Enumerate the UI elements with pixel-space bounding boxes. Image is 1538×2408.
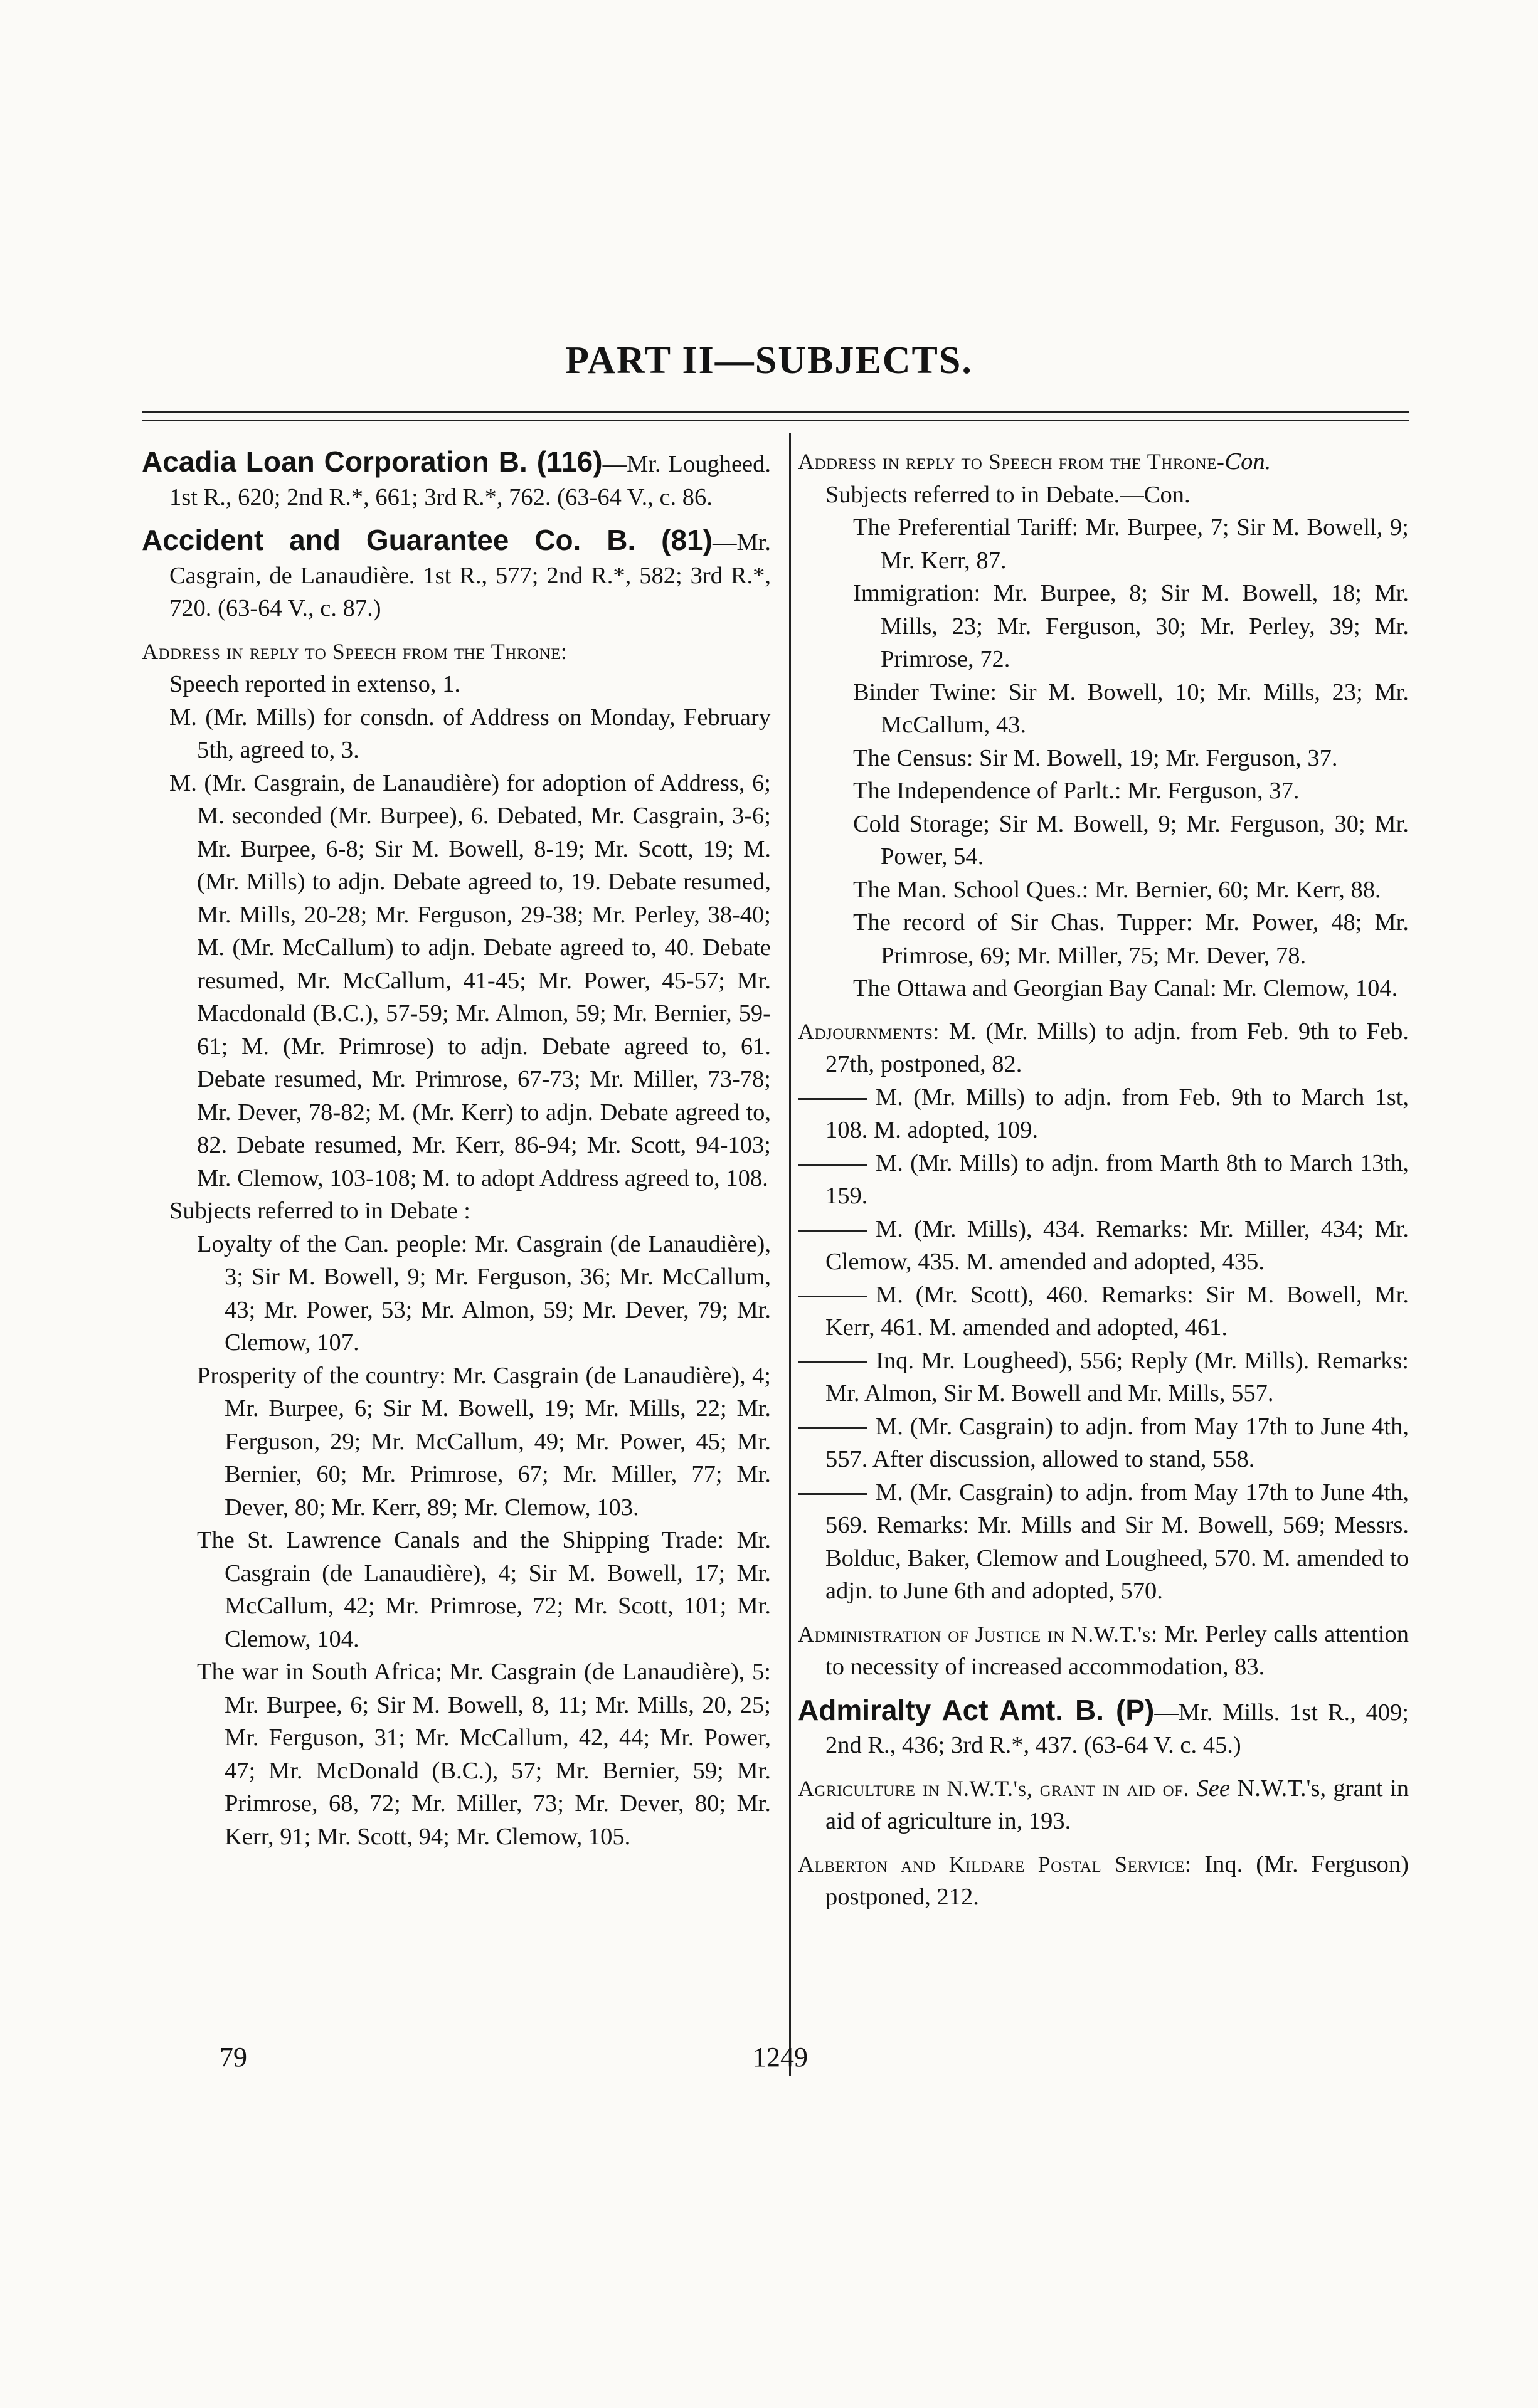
ditto-dash xyxy=(798,1361,867,1363)
continued-tag: Con. xyxy=(1224,448,1271,475)
entry-heading: Adjournments: xyxy=(798,1018,940,1044)
entry-paragraph: M. (Mr. Casgrain, de Lanaudière) for adoption of Address, 6; M. seconded (Mr. Burpee), 6. Debated, Mr. Casgrain, 3-6; Mr. Burpee, 6-8; Sir M. Bowell, 8-19; Mr. Scott, 19; M. (Mr. Mills) to adjn. Debate agreed to, 19. Debate resumed, Mr. Mills, 20-28; Mr. Ferguson, 29-38; Mr. Perley, 38-40; M. (Mr. McCallum) to adjn. Debate agreed to, 40. Debate resumed, Mr. McCallum, 41-45; Mr. Power, 45-57; Mr. Macdonald (B.C.), 57-59; Mr. Almon, 59; Mr. Bernier, 59-61; M. (Mr. Primrose) to adjn. Debate agreed to, 61. Debate resumed, Mr. Primrose, 67-73; Mr. Miller, 73-78; Mr. Dever, 78-82; M. (Mr. Kerr) to adjn. Debate agreed to, 82. Debate resumed, Mr. Kerr, 86-94; Mr. Scott, 94-103; Mr. Clemow, 103-108; M. to adopt Address agreed to, 108. xyxy=(169,769,771,1191)
heading-text: Address in reply to Speech from the Throne- xyxy=(798,449,1225,474)
entry-heading: Accident and Guarantee Co. B. (81) xyxy=(142,524,713,556)
entry-heading: Address in reply to Speech from the Throne: xyxy=(142,638,568,664)
dash-item xyxy=(798,1279,1409,1344)
dash-item-text: M. (Mr. Casgrain) to adjn. from May 17th to June 4th, 557. After discussion, allowed to stand, 558. xyxy=(825,1413,1409,1472)
right-column xyxy=(798,445,1409,1924)
entry-first-line xyxy=(798,1015,1409,1081)
header-rule xyxy=(142,411,1409,421)
subject-item: The Independence of Parlt.: Mr. Ferguson, 37. xyxy=(853,778,1300,804)
entry-heading: Admiralty Act Amt. B. (P) xyxy=(798,1693,1155,1726)
dash-item xyxy=(798,1410,1409,1476)
index-entry-alberton xyxy=(798,1848,1409,1914)
entry-heading: Alberton and Kildare Postal Service: xyxy=(798,1851,1192,1877)
entry-heading: Administration of Justice in N.W.T.'s: xyxy=(798,1621,1158,1647)
index-entry-acadia xyxy=(142,445,771,514)
entry-text: N.W.T.'s, grant in aid of agriculture in, 193. xyxy=(825,1775,1409,1834)
dash-item xyxy=(798,1147,1409,1213)
subject-item: The Census: Sir M. Bowell, 19; Mr. Ferguson, 37. xyxy=(853,744,1338,771)
entry-text: —Mr. Casgrain, de Lanaudière. 1st R., 577; 2nd R.*, 582; 3rd R.*, 720. (63-64 V., c. 87.) xyxy=(169,529,771,621)
ditto-dash xyxy=(798,1230,867,1232)
index-entry-address xyxy=(142,635,771,1854)
entry-heading xyxy=(798,445,1409,478)
entry-text: —Mr. Mills. 1st R., 409; 2nd R., 436; 3rd R.*, 437. (63-64 V. c. 45.) xyxy=(825,1699,1409,1758)
dash-item xyxy=(798,1344,1409,1410)
entry-text: M. (Mr. Mills) to adjn. from Feb. 9th to Feb. 27th, postponed, 82. xyxy=(825,1018,1409,1077)
index-entry-address-continued xyxy=(798,445,1409,1005)
dash-item-text: Inq. Mr. Lougheed), 556; Reply (Mr. Mills). Remarks: Mr. Almon, Sir M. Bowell and Mr. Mills, 557. xyxy=(825,1347,1409,1407)
subject-item: The St. Lawrence Canals and the Shipping Trade: Mr. Casgrain (de Lanaudière), 4; Sir M. Bowell, 17; Mr. McCallum, 42; Mr. Primrose, 72; Mr. Scott, 101; Mr. Clemow, 104. xyxy=(197,1527,771,1652)
subject-item: The Ottawa and Georgian Bay Canal: Mr. Clemow, 104. xyxy=(853,975,1398,1001)
subject-item: Loyalty of the Can. people: Mr. Casgrain (de Lanaudière), 3; Sir M. Bowell, 9; Mr. Ferguson, 36; Mr. McCallum, 43; Mr. Power, 53; Mr. Almon, 59; Mr. Dever, 79; Mr. Clemow, 107. xyxy=(197,1230,771,1356)
subject-item: Prosperity of the country: Mr. Casgrain (de Lanaudière), 4; Mr. Burpee, 6; Sir M. Bowell, 19; Mr. Mills, 22; Mr. Ferguson, 29; Mr. McCallum, 49; Mr. Power, 45; Mr. Bernier, 60; Mr. Primrose, 67; Mr. Miller, 77; Mr. Dever, 80; Mr. Kerr, 89; Mr. Clemow, 103. xyxy=(197,1362,771,1521)
entry-text: Mr. Perley calls attention to necessity of increased accommodation, 83. xyxy=(825,1620,1409,1680)
page-title: PART II—SUBJECTS. xyxy=(565,339,973,382)
ditto-dash xyxy=(798,1296,867,1297)
index-entry-accident xyxy=(142,524,771,625)
entry-text: Inq. (Mr. Ferguson) postponed, 212. xyxy=(825,1851,1409,1910)
subject-item: Cold Storage; Sir M. Bowell, 9; Mr. Ferguson, 30; Mr. Power, 54. xyxy=(853,810,1409,870)
subject-item: The Preferential Tariff: Mr. Burpee, 7; Sir M. Bowell, 9; Mr. Kerr, 87. xyxy=(853,514,1409,574)
index-entry-administration xyxy=(798,1618,1409,1684)
entry-text: —Mr. Lougheed. 1st R., 620; 2nd R.*, 661; 3rd R.*, 762. (63-64 V., c. 86. xyxy=(169,451,771,510)
index-entry-adjournments xyxy=(798,1015,1409,1608)
dash-item xyxy=(798,1476,1409,1608)
entry-paragraph: Speech reported in extenso, 1. xyxy=(169,671,460,697)
subheading: Subjects referred to in Debate : xyxy=(169,1198,470,1224)
column-divider xyxy=(789,433,791,2076)
dash-item-text: M. (Mr. Scott), 460. Remarks: Sir M. Bowell, Mr. Kerr, 461. M. amended and adopted, 461. xyxy=(825,1281,1409,1341)
dash-item-text: M. (Mr. Mills), 434. Remarks: Mr. Miller, 434; Mr. Clemow, 435. M. amended and adopted, 435. xyxy=(825,1215,1409,1275)
dash-item xyxy=(798,1213,1409,1279)
subheading: Subjects referred to in Debate.—Con. xyxy=(825,481,1191,508)
subject-item: The Man. School Ques.: Mr. Bernier, 60; Mr. Kerr, 88. xyxy=(853,876,1381,903)
ditto-dash xyxy=(798,1493,867,1495)
dash-item-text: M. (Mr. Mills) to adjn. from Marth 8th to March 13th, 159. xyxy=(825,1149,1409,1209)
entry-heading: Agriculture in N.W.T.'s, grant in aid of. xyxy=(798,1775,1190,1801)
subject-item: The record of Sir Chas. Tupper: Mr. Power, 48; Mr. Primrose, 69; Mr. Miller, 75; Mr. Dever, 78. xyxy=(853,909,1409,969)
subject-item: Binder Twine: Sir M. Bowell, 10; Mr. Mills, 23; Mr. McCallum, 43. xyxy=(853,679,1409,738)
dash-item xyxy=(798,1081,1409,1147)
index-entry-admiralty xyxy=(798,1694,1409,1762)
subject-item: The war in South Africa; Mr. Casgrain (de Lanaudière), 5: Mr. Burpee, 6; Sir M. Bowell, 8, 11; Mr. Mills, 20, 25; Mr. Ferguson, 31; Mr. McCallum, 42, 44; Mr. Power, 47; Mr. McDonald (B.C.), 57; Mr. Bernier, 59; Mr. Primrose, 68, 72; Mr. Miller, 73; Mr. Dever, 80; Mr. Kerr, 91; Mr. Scott, 94; Mr. Clemow, 105. xyxy=(197,1659,771,1850)
dash-item-text: M. (Mr. Mills) to adjn. from Feb. 9th to March 1st, 108. M. adopted, 109. xyxy=(825,1084,1409,1143)
index-entry-agriculture xyxy=(798,1772,1409,1838)
subject-item: Immigration: Mr. Burpee, 8; Sir M. Bowell, 18; Mr. Mills, 23; Mr. Ferguson, 30; Mr. Perley, 39; Mr. Primrose, 72. xyxy=(853,580,1409,672)
see-reference: See xyxy=(1196,1775,1230,1802)
ditto-dash xyxy=(798,1164,867,1166)
dash-item-text: M. (Mr. Casgrain) to adjn. from May 17th to June 4th, 569. Remarks: Mr. Mills and Sir M. Bowell, 569; Messrs. Bolduc, Baker, Clemow and Lougheed, 570. M. amended to adjn. to June 6th and adopted, 570. xyxy=(825,1479,1409,1604)
left-column xyxy=(142,445,771,1863)
ditto-dash xyxy=(798,1427,867,1429)
ditto-dash xyxy=(798,1098,867,1100)
page-number-center: 1249 xyxy=(753,2042,808,2073)
page-number-left: 79 xyxy=(220,2042,247,2073)
entry-paragraph: M. (Mr. Mills) for consdn. of Address on Monday, February 5th, agreed to, 3. xyxy=(169,704,771,763)
entry-heading: Acadia Loan Corporation B. (116) xyxy=(142,445,603,478)
